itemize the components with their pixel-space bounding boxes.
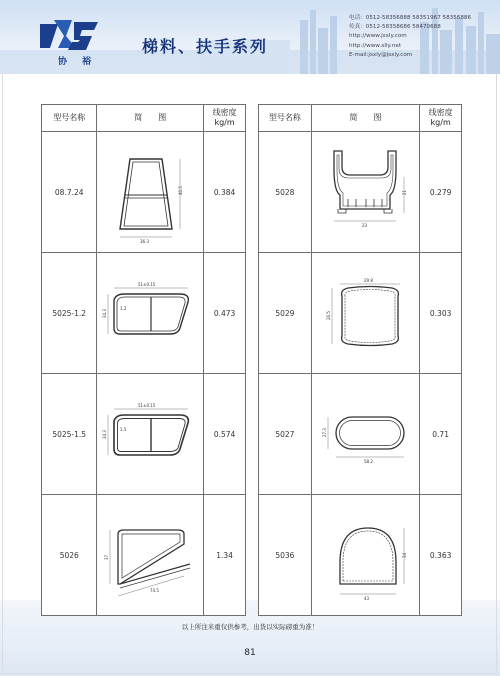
density-cell: 0.303 [420,253,462,374]
dim-label: 37 [104,554,110,560]
header-density-unit: kg/m [214,118,235,127]
header-density-label: 线密度 [428,108,453,117]
table-row [259,374,462,495]
dim-label: 23 [361,223,367,228]
dim-label: 34.3 [102,309,108,318]
dim-label: 34.3 [102,430,108,439]
density-cell: 0.473 [204,253,246,374]
table-header-row [42,105,246,132]
contact-website-2: http://www.xlly.net [349,42,402,49]
table-row [42,374,246,495]
model-cell: 08.7.24 [42,132,97,253]
profile-drawing-5028 [316,137,416,247]
contact-block [349,14,471,60]
profile-drawing-5025-1-2 [100,258,200,368]
header-density [204,105,246,132]
dim-label: 51±0.15 [138,282,156,287]
dim-label: 1.2 [120,306,127,311]
drawing-cell [311,374,419,495]
page-title: 梯料、扶手系列 [142,37,269,56]
table-row [42,495,246,616]
dim-label: 34 [401,552,407,558]
density-cell: 0.279 [420,132,462,253]
table-row [259,132,462,253]
dim-label: 43 [363,596,369,601]
profile-drawing-08-7-24 [100,137,200,247]
dim-label: 21 [401,189,407,195]
header-density-label: 线密度 [212,108,237,117]
density-cell: 0.384 [204,132,246,253]
drawing-cell [311,132,419,253]
left-spec-table [41,104,246,616]
drawing-cell [97,132,204,253]
right-spec-table [258,104,462,616]
table-row [259,253,462,374]
header-density [420,105,462,132]
table-header-row [259,105,462,132]
model-cell: 5036 [259,495,312,616]
profile-drawing-5026 [100,500,200,610]
table-row [259,495,462,616]
page-header [0,0,500,74]
profile-drawing-5036 [316,500,416,610]
model-cell: 5025-1.5 [42,374,97,495]
model-cell: 5028 [259,132,312,253]
profile-drawing-5027 [316,379,416,489]
density-cell: 0.574 [204,374,246,495]
drawing-cell [311,253,419,374]
model-cell: 5026 [42,495,97,616]
density-cell: 0.71 [420,374,462,495]
dim-label: 40.5 [178,186,184,195]
table-row [42,132,246,253]
dim-label: 29.8 [363,278,373,283]
dim-label: 27.3 [321,428,327,437]
dim-label: 1.5 [120,427,127,432]
contact-email: E-mail:jsxly@jsxly.com [349,51,413,58]
model-cell: 5025-1.2 [42,253,97,374]
contact-fax: 传真：0512-58358686 58470688 [349,24,441,31]
dim-label: 51±0.15 [138,403,156,408]
footnote: 以上所注米重仅供参考，出货以实际磅重为准！ [181,623,319,631]
contact-website-1: http://www.jsxly.com [349,33,407,40]
header-model: 型号名称 [42,105,97,132]
dim-label: 36.3 [140,239,150,244]
drawing-cell [311,495,419,616]
header-drawing: 简 图 [97,105,204,132]
density-cell: 0.363 [420,495,462,616]
dim-label: 74.5 [150,588,160,593]
page-number: 81 [244,648,256,658]
header-model: 型号名称 [259,105,312,132]
drawing-cell [97,374,204,495]
header-drawing: 简 图 [311,105,419,132]
table-row [42,253,246,374]
model-cell: 5027 [259,374,312,495]
drawing-cell [97,495,204,616]
profile-drawing-5025-1-5 [100,379,200,489]
dim-label: 58.2 [363,459,373,464]
dim-label: 26.5 [325,311,331,320]
company-logo [38,18,102,56]
model-cell: 5029 [259,253,312,374]
header-density-unit: kg/m [430,118,451,127]
logo-caption: 协 裕 [58,57,98,67]
density-cell: 1.34 [204,495,246,616]
profile-drawing-5029 [316,258,416,368]
drawing-cell [97,253,204,374]
contact-phone: 电话：0512-58356888 58351967 58356886 [349,15,472,21]
